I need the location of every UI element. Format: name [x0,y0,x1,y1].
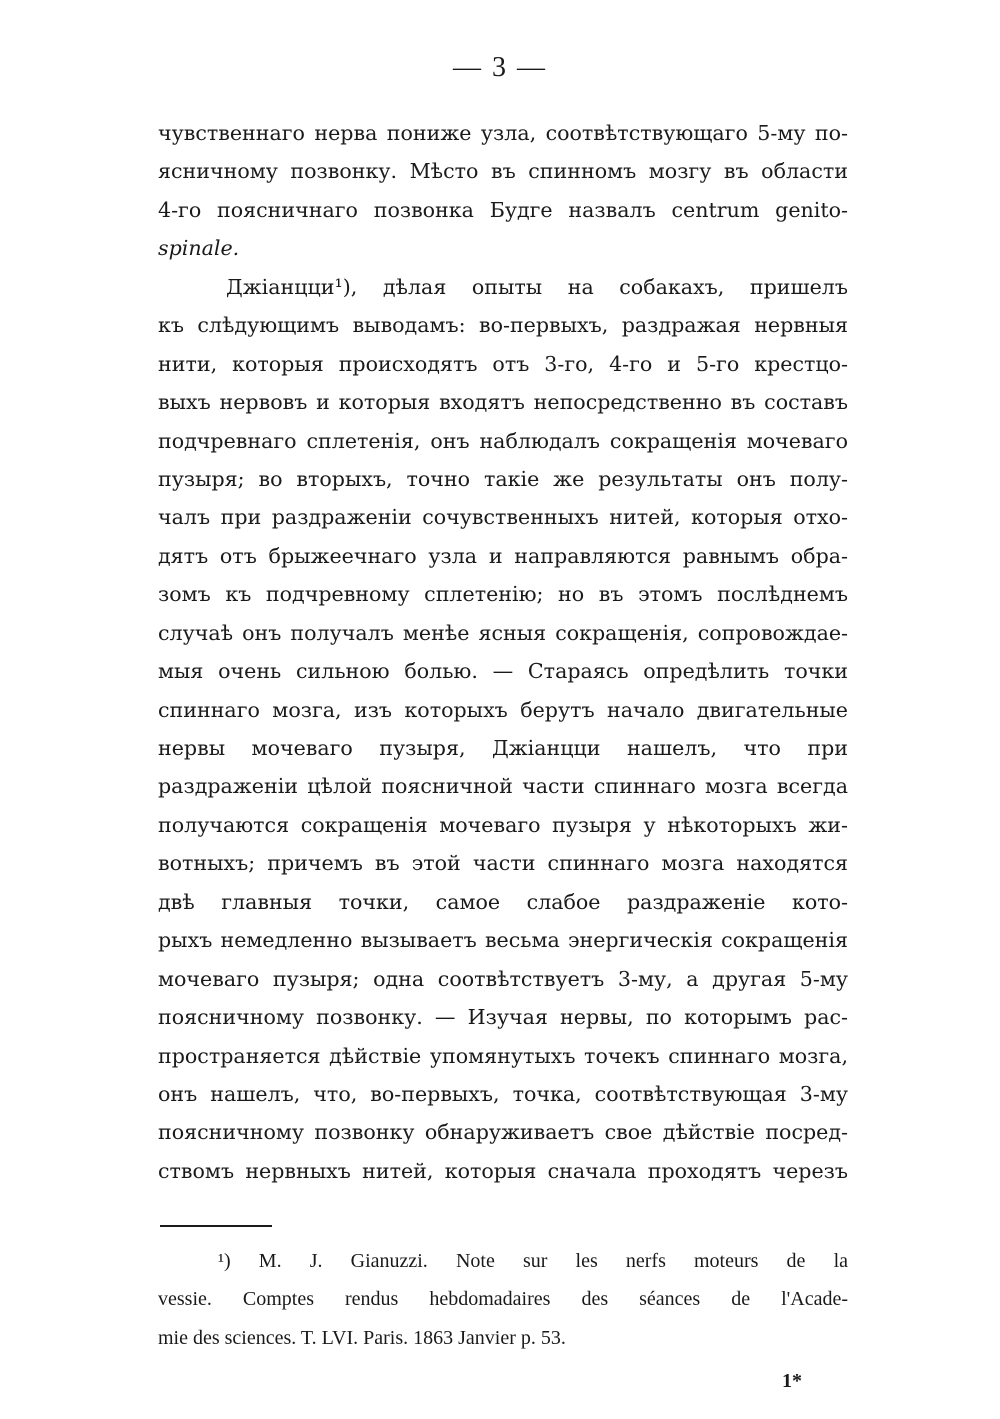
footnote-divider [160,1225,272,1227]
footnote-line: ¹) M. J. Gianuzzi. Note sur les nerfs moteurs de la [218,1250,848,1272]
text-line: раздраженіи цѣлой поясничной части спиннаго мозга всегда [158,774,848,799]
text-line: нити, которыя происходятъ отъ 3-го, 4-го и 5-го крестцо- [158,351,848,376]
footnote [158,1242,848,1357]
text-line: поясничному позвонку обнаруживаетъ свое дѣйствіе посред- [158,1120,848,1145]
text-line: чалъ при раздраженіи сочувственныхъ нитей, которыя отхо- [158,505,848,530]
text-line: нервы мочеваго пузыря, Джіанцци нашелъ, что при [158,736,848,760]
text-line: зомъ къ подчревному сплетенію; но въ этомъ послѣднемъ [158,582,848,607]
text-line: пространяется дѣйствіе упомянутыхъ точекъ спиннаго мозга, [158,1043,848,1068]
text-line: мочеваго пузыря; одна соотвѣтствуетъ 3-му, а другая 5-му [158,966,848,991]
text-line: мыя очень сильною болью. — Стараясь опредѣлить точки [158,659,848,684]
text-line: вотныхъ; причемъ въ этой части спиннаго мозга находятся [158,851,848,876]
footnote-line: vessie. Comptes rendus hebdomadaires des séances de l'Acade- [158,1288,848,1311]
text-line: Джіанцци¹), дѣлая опыты на собакахъ, пришелъ [226,274,848,299]
page-number: — 3 — [453,52,547,83]
text-line: ясничному позвонку. Мѣсто въ спинномъ мозгу въ области [158,159,848,184]
text-line: рыхъ немедленно вызываетъ весьма энергическія сокращенія [158,928,848,953]
text-line: двѣ главныя точки, самое слабое раздраженіе кото- [158,889,848,914]
text-line: получаются сокращенія мочеваго пузыря у нѣкоторыхъ жи- [158,812,848,837]
footnote-line: mie des sciences. T. LVI. Paris. 1863 Janvier p. 53. [158,1326,566,1349]
text-line: ствомъ нервныхъ нитей, которыя сначала проходятъ черезъ [158,1158,848,1183]
body-text [158,114,848,1190]
text-line: дятъ отъ брыжеечнаго узла и направляются равнымъ обра- [158,543,848,568]
text-line: выхъ нервовъ и которыя входятъ непосредственно въ составъ [158,390,848,415]
text-line: онъ нашелъ, что, во-первыхъ, точка, соотвѣтствующая 3-му [158,1081,848,1106]
text-line: поясничному позвонку. — Изучая нервы, по которымъ рас- [158,1005,848,1030]
text-line: пузыря; во вторыхъ, точно такіе же результаты онъ полу- [158,466,848,491]
text-line: подчревнаго сплетенія, онъ наблюдалъ сокращенія мочеваго [158,428,848,453]
text-line: spinale. [158,236,240,261]
text-line: случаѣ онъ получалъ менѣе ясныя сокращенія, сопровождае- [158,620,848,645]
text-line: чувственнаго нерва пониже узла, соотвѣтствующаго 5-му по- [158,121,848,145]
text-line: къ слѣдующимъ выводамъ: во-первыхъ, раздражая нервныя [158,313,848,338]
signature-mark: 1* [782,1370,802,1392]
text-line: спиннаго мозга, изъ которыхъ берутъ начало двигательные [158,697,848,722]
text-line: 4-го поясничнаго позвонка Будге назвалъ centrum genito- [158,197,848,222]
